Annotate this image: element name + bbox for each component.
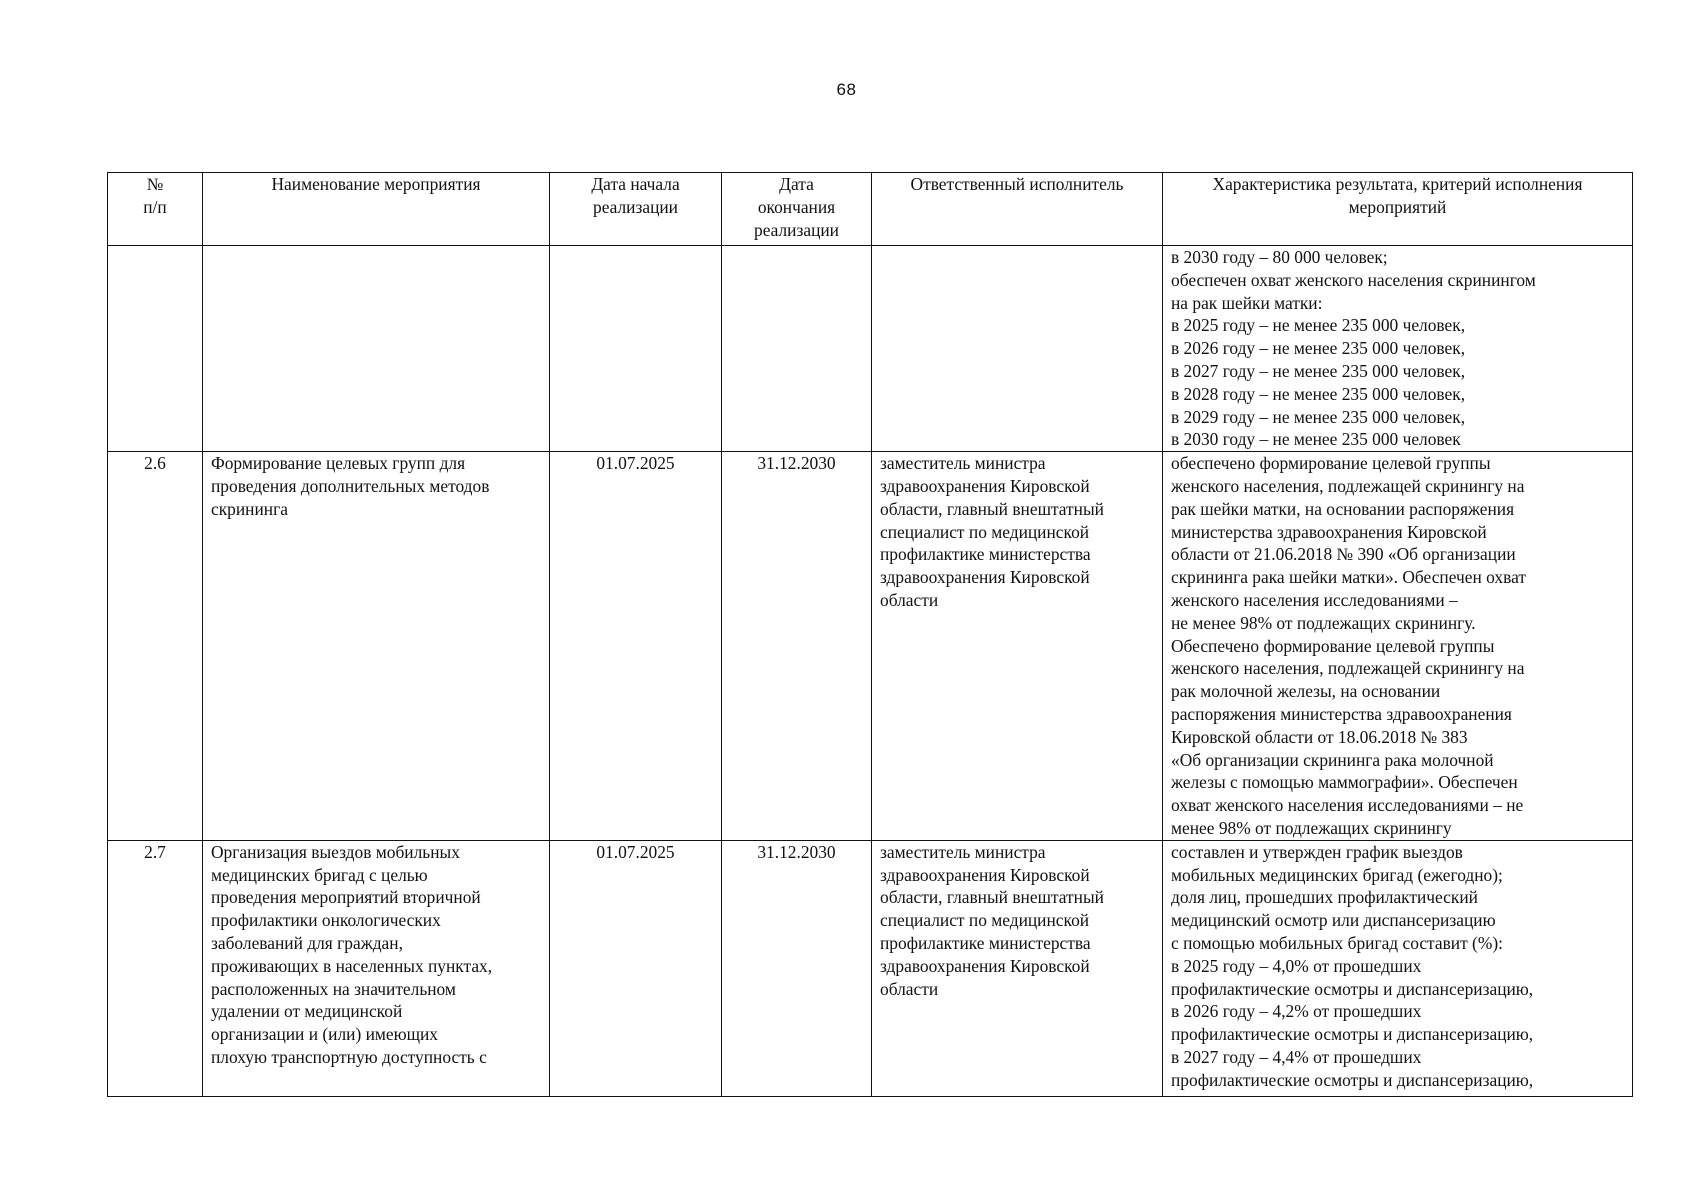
cell-line: железы с помощью маммографии». Обеспечен — [1171, 772, 1518, 793]
header-executor — [872, 173, 1163, 246]
header-start-date — [550, 173, 722, 246]
cell-line: распоряжения министерства здравоохранения — [1171, 703, 1512, 724]
header-line: реализации — [593, 196, 678, 217]
header-num — [108, 173, 203, 246]
cell-line: области от 21.06.2018 № 390 «Об организации — [1171, 544, 1516, 565]
header-line: п/п — [143, 196, 167, 217]
cell-line: здравоохранения Кировской — [880, 475, 1090, 496]
cell-line: в 2028 году – не менее 235 000 человек, — [1171, 383, 1466, 404]
cell-line: скрининга рака шейки матки». Обеспечен охват — [1171, 567, 1526, 588]
cell-line: с помощью мобильных бригад составит (%): — [1171, 932, 1503, 953]
cell-line: профилактические осмотры и диспансеризацию, — [1171, 1069, 1534, 1090]
cell-name — [203, 452, 550, 841]
cell-line: рак шейки матки, на основании распоряжения — [1171, 498, 1515, 519]
cell-line: женского населения исследованиями – — [1171, 589, 1458, 610]
cell-start-date — [550, 246, 722, 452]
measures-table — [107, 172, 1633, 1097]
cell-line: организации и (или) имеющих — [211, 1024, 439, 1045]
cell-line: в 2029 году – не менее 235 000 человек, — [1171, 406, 1466, 427]
cell-result — [1163, 246, 1633, 452]
cell-line: охват женского населения исследованиями – не — [1171, 795, 1524, 816]
cell-line: области — [880, 978, 939, 999]
cell-line: области, главный внештатный — [880, 498, 1104, 519]
cell-line: профилактические осмотры и диспансеризацию, — [1171, 1024, 1534, 1045]
cell-line: мобильных медицинских бригад (ежегодно); — [1171, 864, 1503, 885]
cell-line: в 2027 году – 4,4% от прошедших — [1171, 1046, 1422, 1067]
cell-line: «Об организации скрининга рака молочной — [1171, 749, 1494, 770]
header-end-date — [722, 173, 872, 246]
header-line: реализации — [754, 219, 839, 240]
cell-result — [1163, 840, 1633, 1096]
cell-line: заместитель министра — [880, 453, 1046, 474]
header-name — [203, 173, 550, 246]
table-row — [108, 246, 1633, 452]
cell-line: не менее 98% от подлежащих скринингу. — [1171, 612, 1476, 633]
header-line: Ответственный исполнитель — [910, 174, 1124, 194]
table-row — [108, 840, 1633, 1096]
cell-line: в 2030 году – 80 000 человек; — [1171, 247, 1388, 267]
cell-end-date — [722, 246, 872, 452]
cell-line: в 2025 году – 4,0% от прошедших — [1171, 955, 1422, 976]
cell-line: расположенных на значительном — [211, 978, 456, 999]
cell-line: профилактике министерства — [880, 932, 1091, 953]
cell-executor — [872, 840, 1163, 1096]
cell-line: плохую транспортную доступность с — [211, 1046, 487, 1067]
cell-line: менее 98% от подлежащих скринингу — [1171, 817, 1452, 838]
cell-name — [203, 840, 550, 1096]
cell-line: здравоохранения Кировской — [880, 864, 1090, 885]
header-line: № — [146, 174, 164, 194]
cell-line: обеспечено формирование целевой группы — [1171, 453, 1491, 474]
cell-line: области, главный внештатный — [880, 887, 1104, 908]
cell-line: медицинских бригад с целью — [211, 864, 428, 885]
cell-end-date: 31.12.2030 — [722, 840, 872, 1096]
cell-line: составлен и утвержден график выездов — [1171, 841, 1463, 862]
header-line: Наименование мероприятия — [271, 174, 481, 194]
cell-line: проведения дополнительных методов — [211, 475, 490, 496]
cell-line: проживающих в населенных пунктах, — [211, 955, 493, 976]
cell-line: в 2026 году – 4,2% от прошедших — [1171, 1001, 1422, 1022]
cell-line: проведения мероприятий вторичной — [211, 887, 481, 908]
header-line: окончания — [757, 196, 836, 217]
cell-line: женского населения, подлежащей скринингу на — [1171, 475, 1525, 496]
page-number: 68 — [836, 80, 857, 99]
cell-result — [1163, 452, 1633, 841]
cell-num — [108, 246, 203, 452]
cell-line: доля лиц, прошедших профилактический — [1171, 887, 1478, 908]
cell-line: в 2027 году – не менее 235 000 человек, — [1171, 360, 1466, 381]
cell-line: удалении от медицинской — [211, 1001, 403, 1022]
cell-line: области — [880, 589, 939, 610]
header-line: Дата — [779, 174, 814, 194]
cell-line: профилактике министерства — [880, 544, 1091, 565]
cell-line: специалист по медицинской — [880, 521, 1090, 542]
cell-start-date: 01.07.2025 — [550, 840, 722, 1096]
cell-line: Формирование целевых групп для — [211, 453, 466, 474]
cell-start-date: 01.07.2025 — [550, 452, 722, 841]
header-line: Дата начала — [591, 174, 680, 194]
cell-executor — [872, 246, 1163, 452]
cell-line: Кировской области от 18.06.2018 № 383 — [1171, 726, 1468, 747]
cell-name — [203, 246, 550, 452]
cell-num: 2.6 — [108, 452, 203, 841]
cell-line: женского населения, подлежащей скринингу на — [1171, 658, 1525, 679]
cell-line: профилактические осмотры и диспансеризацию, — [1171, 978, 1534, 999]
cell-line: обеспечен охват женского населения скринингом — [1171, 269, 1536, 290]
header-line: мероприятий — [1348, 196, 1447, 217]
cell-line: Обеспечено формирование целевой группы — [1171, 635, 1495, 656]
cell-line: министерства здравоохранения Кировской — [1171, 521, 1487, 542]
table-row — [108, 452, 1633, 841]
cell-line: скрининга — [211, 498, 288, 519]
cell-line: специалист по медицинской — [880, 910, 1090, 931]
table-body — [108, 246, 1633, 1097]
header-line: Характеристика результата, критерий исполнения — [1212, 174, 1583, 194]
cell-num: 2.7 — [108, 840, 203, 1096]
cell-line: рак молочной железы, на основании — [1171, 681, 1441, 702]
cell-line: заместитель министра — [880, 841, 1046, 862]
cell-executor — [872, 452, 1163, 841]
cell-end-date: 31.12.2030 — [722, 452, 872, 841]
table-header-row — [108, 173, 1633, 246]
cell-line: в 2025 году – не менее 235 000 человек, — [1171, 315, 1466, 336]
cell-line: заболеваний для граждан, — [211, 932, 403, 953]
cell-line: профилактики онкологических — [211, 910, 441, 931]
cell-line: на рак шейки матки: — [1171, 292, 1323, 313]
cell-line: медицинский осмотр или диспансеризацию — [1171, 910, 1496, 931]
cell-line: здравоохранения Кировской — [880, 567, 1090, 588]
cell-line: в 2030 году – не менее 235 000 человек — [1171, 429, 1461, 450]
header-result — [1163, 173, 1633, 246]
cell-line: в 2026 году – не менее 235 000 человек, — [1171, 338, 1466, 359]
cell-line: здравоохранения Кировской — [880, 955, 1090, 976]
cell-line: Организация выездов мобильных — [211, 841, 460, 862]
